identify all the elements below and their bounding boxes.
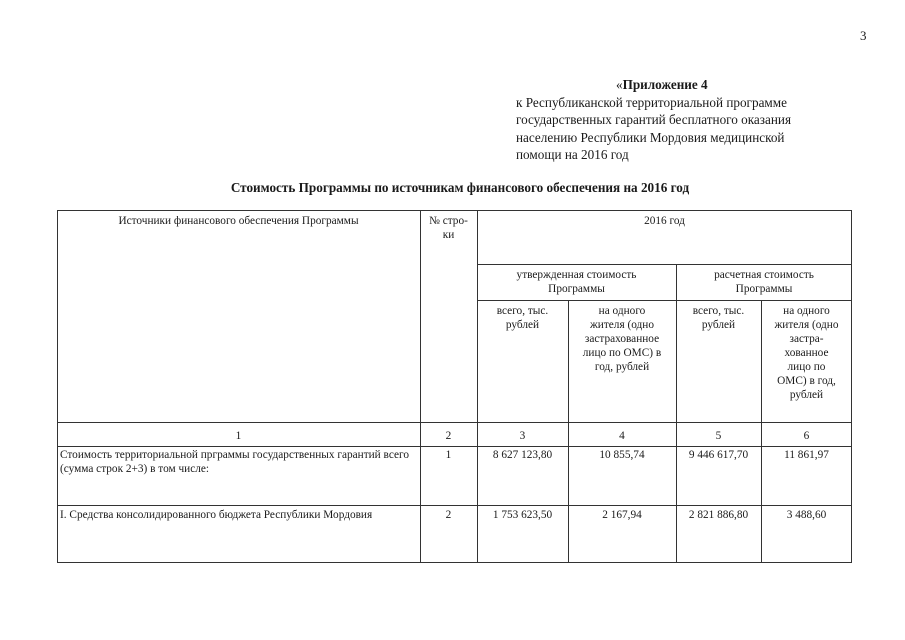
table-rule [477, 264, 852, 265]
column-number: 6 [803, 430, 810, 442]
row-total-approved: 1 753 623,50 [492, 509, 553, 521]
appendix-line: государственных гарантий бесплатного оказания [516, 112, 792, 127]
table-rule [477, 300, 852, 301]
column-number: 4 [619, 430, 625, 442]
column-number: 2 [445, 430, 452, 442]
header-total-calculated: всего, тыс. рублей [692, 305, 745, 331]
row-per-person-calculated: 3 488,60 [786, 509, 827, 521]
row-per-person-approved: 10 855,74 [599, 449, 645, 461]
appendix-line: помощи на 2016 год [516, 147, 629, 162]
row-number: 1 [445, 449, 452, 461]
header-row-number: № стро- ки [429, 215, 468, 241]
cost-table [57, 210, 852, 563]
appendix-line: населению Республики Мордовия медицинской [516, 129, 785, 145]
column-number: 3 [519, 430, 526, 442]
table-border-top [57, 210, 852, 211]
header-year: 2016 год [644, 215, 685, 227]
column-number: 5 [715, 430, 722, 442]
header-approved-cost: утвержденная стоимость Программы [516, 269, 637, 295]
appendix-heading [516, 76, 856, 94]
page-number: 3 [860, 28, 867, 43]
row-name: Стоимость территориальной прграммы государственных гарантий всего (сумма строк 2+3) в том числе: [60, 449, 409, 475]
appendix-line: к Республиканской территориальной программе [516, 94, 787, 110]
table-border-left [57, 210, 58, 563]
header-total-approved: всего, тыс. рублей [496, 305, 549, 331]
row-total-calculated: 9 446 617,70 [688, 449, 749, 461]
appendix-quote: « [616, 77, 623, 92]
column-number: 1 [235, 430, 242, 442]
row-total-calculated: 2 821 886,80 [688, 509, 749, 521]
row-total-approved: 8 627 123,80 [492, 449, 553, 461]
table-rule [57, 446, 852, 447]
row-per-person-calculated: 11 861,97 [784, 449, 829, 461]
appendix-title: Приложение 4 [622, 77, 708, 92]
appendix-block [516, 76, 856, 164]
row-name: I. Средства консолидированного бюджета Республики Мордовия [60, 509, 373, 521]
header-calculated-cost: расчетная стоимость Программы [714, 269, 814, 295]
header-source: Источники финансового обеспечения Программы [118, 215, 359, 227]
header-per-person-approved: на одного жителя (одно застрахованное лицо по ОМС) в год, рублей [582, 305, 662, 373]
row-number: 2 [445, 509, 452, 521]
table-rule [57, 422, 852, 423]
row-per-person-approved: 2 167,94 [602, 509, 642, 521]
table-rule [57, 505, 852, 506]
table-border-bottom [57, 562, 852, 563]
header-per-person-calculated: на одного жителя (одно застра- хованное лицо по ОМС) в год, рублей [774, 305, 839, 401]
document-title: Стоимость Программы по источникам финансового обеспечения на 2016 год [230, 180, 690, 195]
